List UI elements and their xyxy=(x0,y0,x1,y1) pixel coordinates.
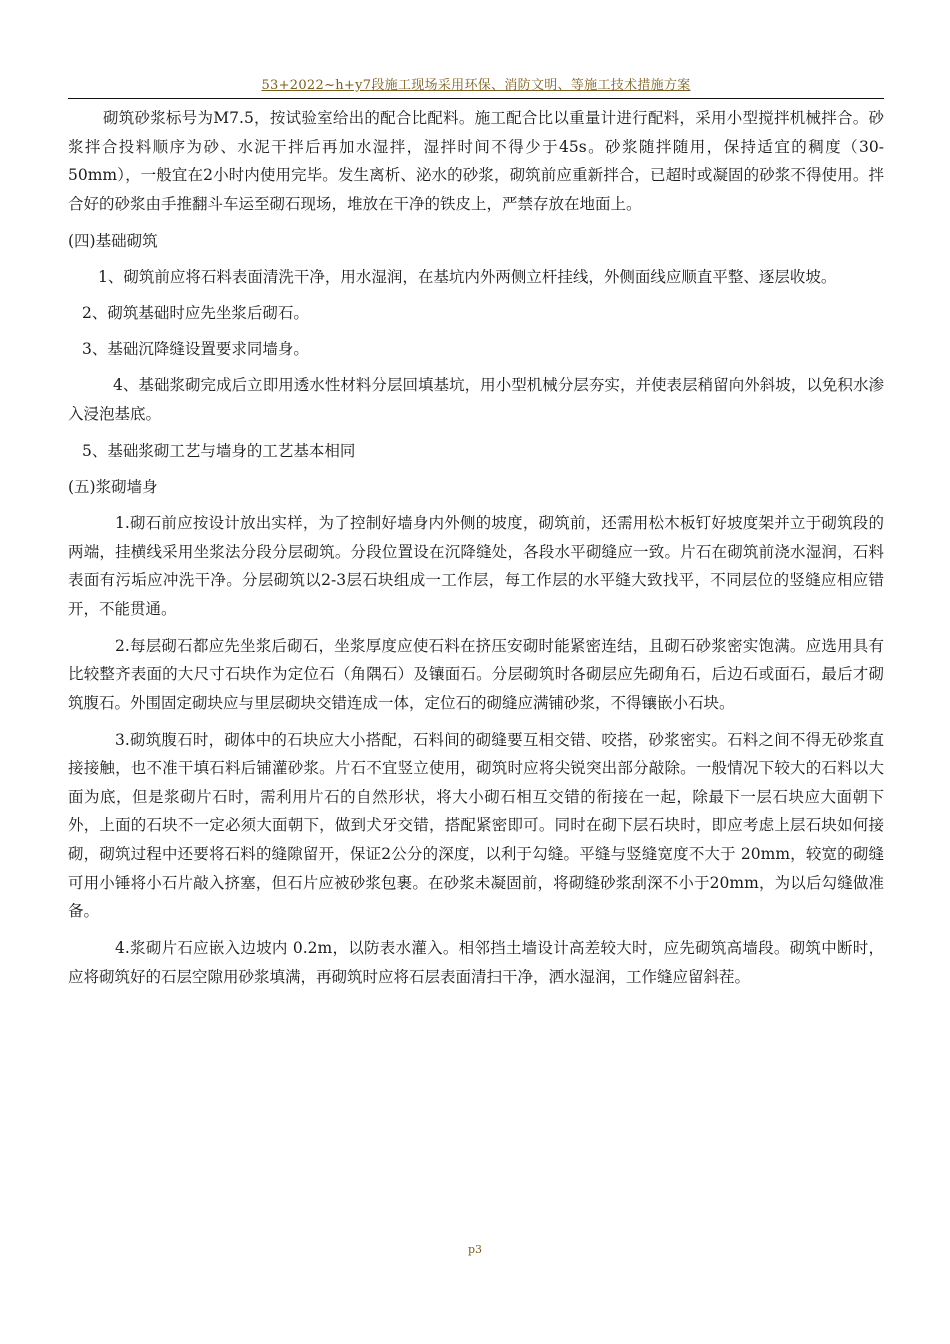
section-heading-foundation: (四)基础砌筑 xyxy=(68,231,158,250)
list-item: 1.砌石前应按设计放出实样，为了控制好墙身内外侧的坡度，砌筑前，还需用松木板钉好坡度架并立于砌筑段的两端，挂横线采用坐浆法分段分层砌筑。分段位置设在沉降缝处，各段水平砌缝应一致。片石在砌筑前浇水湿润，石料表面有污垢应冲洗干净。分层砌筑以2-3层石块组成一工作层，每工作层的水平缝大致找平，不同层位的竖缝应相应错开，不能贯通。 xyxy=(68,514,884,618)
list-item: 3、基础沉降缝设置要求同墙身。 xyxy=(82,340,309,359)
list-item: 5、基础浆砌工艺与墙身的工艺基本相同 xyxy=(82,441,356,460)
list-item: 3.砌筑腹石时，砌体中的石块应大小搭配，石料间的砌缝要互相交错、咬搭，砂浆密实。石料之间不得无砂浆直接接触，也不准干填石料后铺灌砂浆。片石不宜竖立使用，砌筑时应将尖锐突出部分敲除。一般情况下较大的石料以大面为底，但是浆砌片石时，需利用片石的自然形状，将大小砌石相互交错的衔接在一起，除最下一层石块应大面朝下外，上面的石块不一定必须大面朝下，做到犬牙交错，搭配紧密即可。同时在砌下层石块时，即应考虑上层石块如何接砌，砌筑过程中还要将石料的缝隙留开，保证2公分的深度，以利于勾缝。平缝与竖缝宽度不大于 20mm，较宽的砌缝可用小锤将小石片敲入挤塞，但石片应被砂浆包裹。在砂浆未凝固前，将砌缝砂浆刮深不小于20mm，为以后勾缝做准备。 xyxy=(68,730,884,921)
list-item: 2.每层砌石都应先坐浆后砌石，坐浆厚度应使石料在挤压安砌时能紧密连结，且砌石砂浆密实饱满。应选用具有比较整齐表面的大尺寸石块作为定位石（角隅石）及镶面石。分层砌筑时各砌层应先砌角石，后边石或面石，最后才砌筑腹石。外围固定砌块应与里层砌块交错连成一体，定位石的砌缝应满铺砂浆，不得镶嵌小石块。 xyxy=(68,636,884,712)
list-item: 4.浆砌片石应嵌入边坡内 0.2m，以防表水灌入。相邻挡土墙设计高差较大时，应先砌筑高墙段。砌筑中断时，应将砌筑好的石层空隙用砂浆填满，再砌筑时应将石层表面清扫干净，洒水湿润，工作缝应留斜茬。 xyxy=(68,938,884,986)
list-item: 2、砌筑基础时应先坐浆后砌石。 xyxy=(82,303,309,322)
header-divider xyxy=(68,98,884,99)
page-header-title: 53+2022~h+y7段施工现场采用环保、消防文明、等施工技术措施方案 xyxy=(261,78,691,93)
paragraph-mortar: 砌筑砂浆标号为M7.5，按试验室给出的配合比配料。施工配合比以重量计进行配料，采用小型搅拌机械拌合。砂浆拌合投料顺序为砂、水泥干拌后再加水湿拌，湿拌时间不得少于45s。砂浆随拌随用，保持适宜的稠度（30-50mm），一般宜在2小时内使用完毕。发生离析、泌水的砂浆，砌筑前应重新拌合，已超时或凝固的砂浆不得使用。拌合好的砂浆由手推翻斗车运至砌石现场，堆放在干净的铁皮上，严禁存放在地面上。 xyxy=(68,109,884,213)
section-heading-wall: (五)浆砌墙身 xyxy=(68,477,158,496)
page-number: p3 xyxy=(467,1243,483,1256)
list-item: 4、基础浆砌完成后立即用透水性材料分层回填基坑，用小型机械分层夯实，并使表层稍留向外斜坡，以免积水渗入浸泡基底。 xyxy=(68,376,884,423)
document-body xyxy=(68,104,884,999)
list-item: 1、砌筑前应将石料表面清洗干净，用水湿润，在基坑内外两侧立杆挂线，外侧面线应顺直平整、逐层收坡。 xyxy=(98,267,837,286)
